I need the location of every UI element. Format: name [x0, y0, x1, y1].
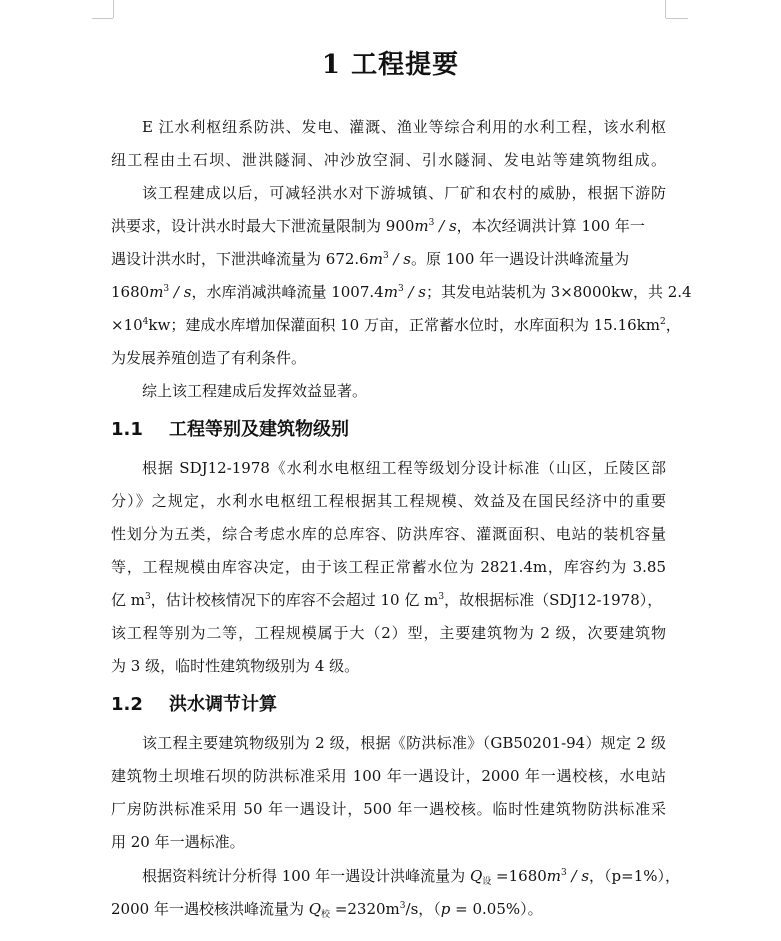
text: kw；建成水库增加保灌面积 10 万亩，正常蓄水位时，水库面积为 15.16km: [148, 316, 660, 334]
section-number: 1.1: [111, 419, 143, 440]
section-number: 1.2: [111, 694, 143, 715]
paragraph-line: 分）》之规定，水利水电枢纽工程根据其工程规模、效益及在国民经济中的重要: [111, 492, 666, 510]
page-title: 1 工程提要: [321, 50, 460, 80]
section-heading: [111, 415, 349, 441]
text: ，故根据标准（SDJ12-1978），: [444, 591, 663, 609]
unit: m: [414, 217, 429, 235]
text: =1680: [491, 867, 547, 885]
paragraph-line: [111, 216, 666, 236]
paragraph-line: [111, 249, 666, 269]
paragraph-line: [111, 282, 692, 302]
section-title: 洪水调节计算: [169, 694, 277, 715]
paragraph-line: 等，工程规模由库容决定，由于该工程正常蓄水位为 2821.4m，库容约为 3.85: [111, 558, 666, 576]
text: 遇设计洪水时，下泄洪峰流量为 672.6: [111, 250, 369, 268]
paragraph-line: 性划分为五类，综合考虑水库的总库容、防洪库容、灌溉面积、电站的装机容量: [111, 525, 666, 543]
text: ，水库消减洪峰流量 1007.4: [191, 283, 384, 301]
unit: m: [383, 283, 398, 301]
section-heading: [111, 690, 277, 716]
unit: / s: [403, 283, 426, 301]
subscript: 设: [482, 877, 492, 887]
paragraph-line: [111, 315, 681, 335]
paragraph-line: 该工程主要建筑物级别为 2 级，根据《防洪标准》（GB50201-94）规定 2 级: [142, 734, 666, 752]
section-title: 工程等别及建筑物级别: [169, 419, 349, 440]
paragraph-line: 综上该工程建成后发挥效益显著。: [142, 382, 368, 400]
unit: / s: [388, 250, 411, 268]
paragraph-line: E 江水利枢纽系防洪、发电、灌溉、渔业等综合利用的水利工程，该水利枢: [142, 118, 666, 136]
unit: m: [368, 250, 383, 268]
crop-mark: [666, 18, 688, 19]
paragraph-line: [111, 899, 666, 919]
superscript: 3: [561, 868, 567, 878]
text: ×10: [111, 316, 143, 334]
superscript: 3: [163, 284, 170, 294]
probability-symbol: p: [440, 900, 451, 918]
superscript: 3: [145, 592, 151, 602]
unit: / s: [566, 867, 590, 885]
superscript: 4: [142, 317, 149, 327]
text: 。原 100 年一遇设计洪峰流量为: [410, 250, 630, 268]
crop-mark: [665, 0, 666, 18]
text: =2320m: [330, 900, 400, 918]
crop-mark: [92, 18, 113, 19]
crop-mark: [113, 0, 114, 18]
superscript: 3: [382, 251, 389, 261]
paragraph-line: 建筑物土坝堆石坝的防洪标准采用 100 年一遇设计，2000 年一遇校核，水电站: [111, 767, 666, 785]
text: ；其发电站装机为 3×8000kw，共 2.4: [425, 283, 692, 301]
paragraph-line: 该工程等别为二等，工程规模属于大（2）型，主要建筑物为 2 级，次要建筑物: [111, 624, 666, 642]
subscript: 校: [321, 910, 331, 920]
text: ，（p=1%），: [589, 867, 681, 885]
superscript: 3: [438, 592, 445, 602]
flow-symbol: Q: [469, 867, 483, 885]
superscript: 3: [428, 218, 435, 228]
unit: / s: [169, 283, 192, 301]
text: /s，（: [405, 900, 441, 918]
text: ，估计校核情况下的库容不会超过 10 亿 m: [150, 591, 439, 609]
paragraph-line: 为 3 级，临时性建筑物级别为 4 级。: [111, 657, 360, 675]
paragraph-line: 根据 SDJ12-1978《水利水电枢纽工程等级划分设计标准（山区，丘陵区部: [142, 459, 666, 477]
paragraph-line: 为发展养殖创造了有利条件。: [111, 349, 307, 367]
text: = 0.05%）。: [450, 900, 543, 918]
superscript: 2: [659, 317, 666, 327]
superscript: 3: [397, 284, 404, 294]
text: ，: [665, 316, 681, 334]
unit: / s: [434, 217, 457, 235]
paragraph-line: 厂房防洪标准采用 50 年一遇设计，500 年一遇校核。临时性建筑物防洪标准采: [111, 800, 666, 818]
text: 亿 m: [111, 591, 145, 609]
text: 根据资料统计分析得 100 年一遇设计洪峰流量为: [142, 867, 470, 885]
paragraph-line: 纽工程由土石坝、泄洪隧洞、冲沙放空洞、引水隧洞、发电站等建筑物组成。: [111, 151, 666, 169]
paragraph-line: 用 20 年一遇标准。: [111, 833, 245, 851]
text: 洪要求，设计洪水时最大下泄流量限制为 900: [111, 217, 415, 235]
flow-symbol: Q: [308, 900, 322, 918]
text: 1680: [111, 283, 150, 301]
text: ，本次经调洪计算 100 年一: [456, 217, 645, 235]
superscript: 3: [399, 901, 406, 911]
paragraph-line: [111, 590, 666, 610]
paragraph-line: 该工程建成以后，可减轻洪水对下游城镇、厂矿和农村的威胁，根据下游防: [142, 184, 666, 202]
unit: m: [149, 283, 164, 301]
unit: m: [546, 867, 562, 885]
text: 2000 年一遇校核洪峰流量为: [111, 900, 309, 918]
paragraph-line: [142, 866, 681, 887]
